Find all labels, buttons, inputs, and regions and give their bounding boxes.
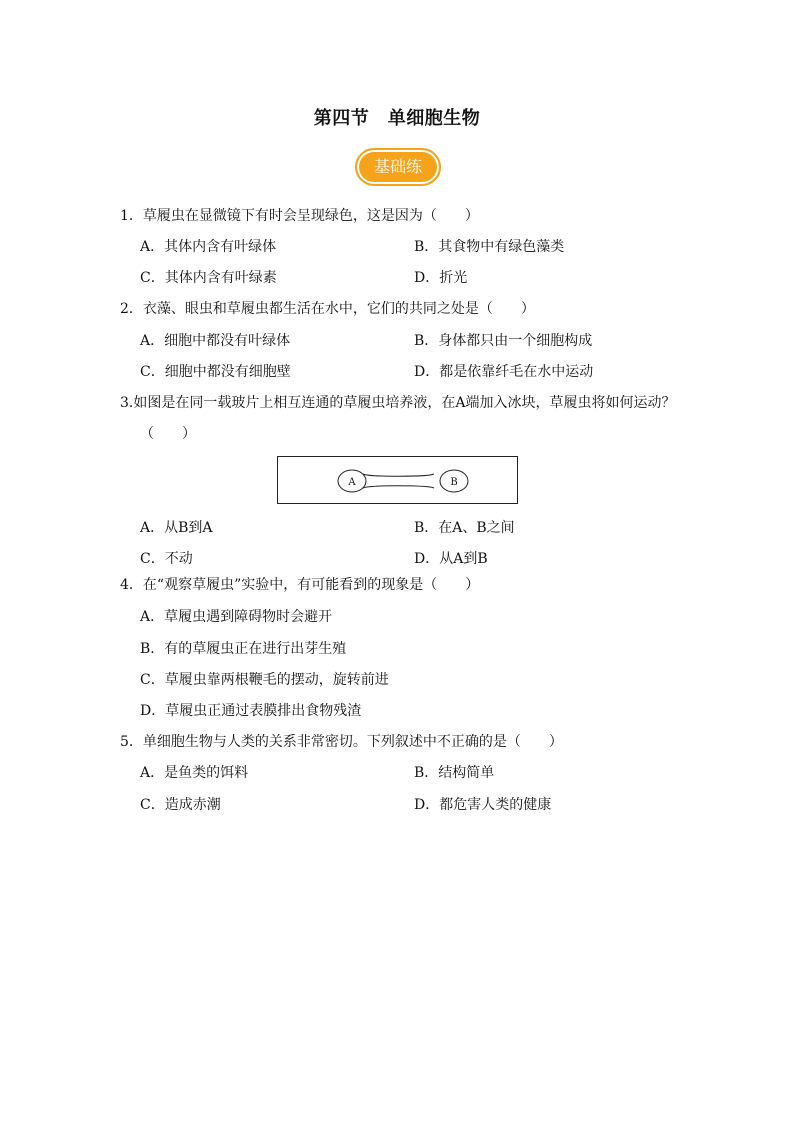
question-5-option-b: B．结构简单 xyxy=(414,765,495,781)
question-4-option-d: D．草履虫正通过表膜排出食物残渣 xyxy=(140,703,362,719)
question-1-option-c: C．其体内含有叶绿素 xyxy=(140,270,277,286)
drop-a-label: A xyxy=(348,477,356,488)
question-1-option-d: D．折光 xyxy=(414,270,468,286)
question-3-stem: 3.如图是在同一载玻片上相互连通的草履虫培养液，在A端加入冰块，草履虫将如何运动？ xyxy=(120,395,676,411)
question-4-option-c: C．草履虫靠两根鞭毛的摆动，旋转前进 xyxy=(140,672,389,688)
culture-slide-diagram xyxy=(278,457,519,505)
question-1-option-a: A．其体内含有叶绿体 xyxy=(140,239,277,255)
question-5-option-a: A．是鱼类的饵料 xyxy=(140,765,249,781)
question-2-option-a: A．细胞中都没有叶绿体 xyxy=(140,333,291,349)
question-5-option-c: C．造成赤潮 xyxy=(140,797,221,813)
question-1-option-b: B．其食物中有绿色藻类 xyxy=(414,239,565,255)
question-5-stem: 5．单细胞生物与人类的关系非常密切。下列叙述中不正确的是（ ） xyxy=(120,734,563,750)
page-title: 第四节 单细胞生物 xyxy=(313,108,481,129)
section-badge: 基础练 xyxy=(355,148,441,186)
question-3-option-d: D．从A到B xyxy=(414,551,488,567)
question-4-option-a: A．草履虫遇到障碍物时会避开 xyxy=(140,609,333,625)
question-3-stem-continuation: （ ） xyxy=(140,426,196,442)
question-3-option-b: B．在A、B之间 xyxy=(414,520,515,536)
question-2-stem: 2．衣藻、眼虫和草履虫都生活在水中，它们的共同之处是（ ） xyxy=(120,301,535,317)
question-4-option-b: B．有的草履虫正在进行出芽生殖 xyxy=(140,641,347,657)
question-3-option-a: A．从B到A xyxy=(140,520,213,536)
question-5-option-d: D．都危害人类的健康 xyxy=(414,797,552,813)
question-1-stem: 1．草履虫在显微镜下有时会呈现绿色，这是因为（ ） xyxy=(120,208,479,224)
question-3-option-c: C．不动 xyxy=(140,551,193,567)
question-2-option-b: B．身体都只由一个细胞构成 xyxy=(414,333,593,349)
drop-b-label: B xyxy=(450,477,458,488)
question-4-stem: 4．在“观察草履虫”实验中，有可能看到的现象是（ ） xyxy=(120,577,480,593)
question-2-option-c: C．细胞中都没有细胞壁 xyxy=(140,364,291,380)
culture-slide-figure xyxy=(277,456,518,504)
question-2-option-d: D．都是依靠纤毛在水中运动 xyxy=(414,364,594,380)
